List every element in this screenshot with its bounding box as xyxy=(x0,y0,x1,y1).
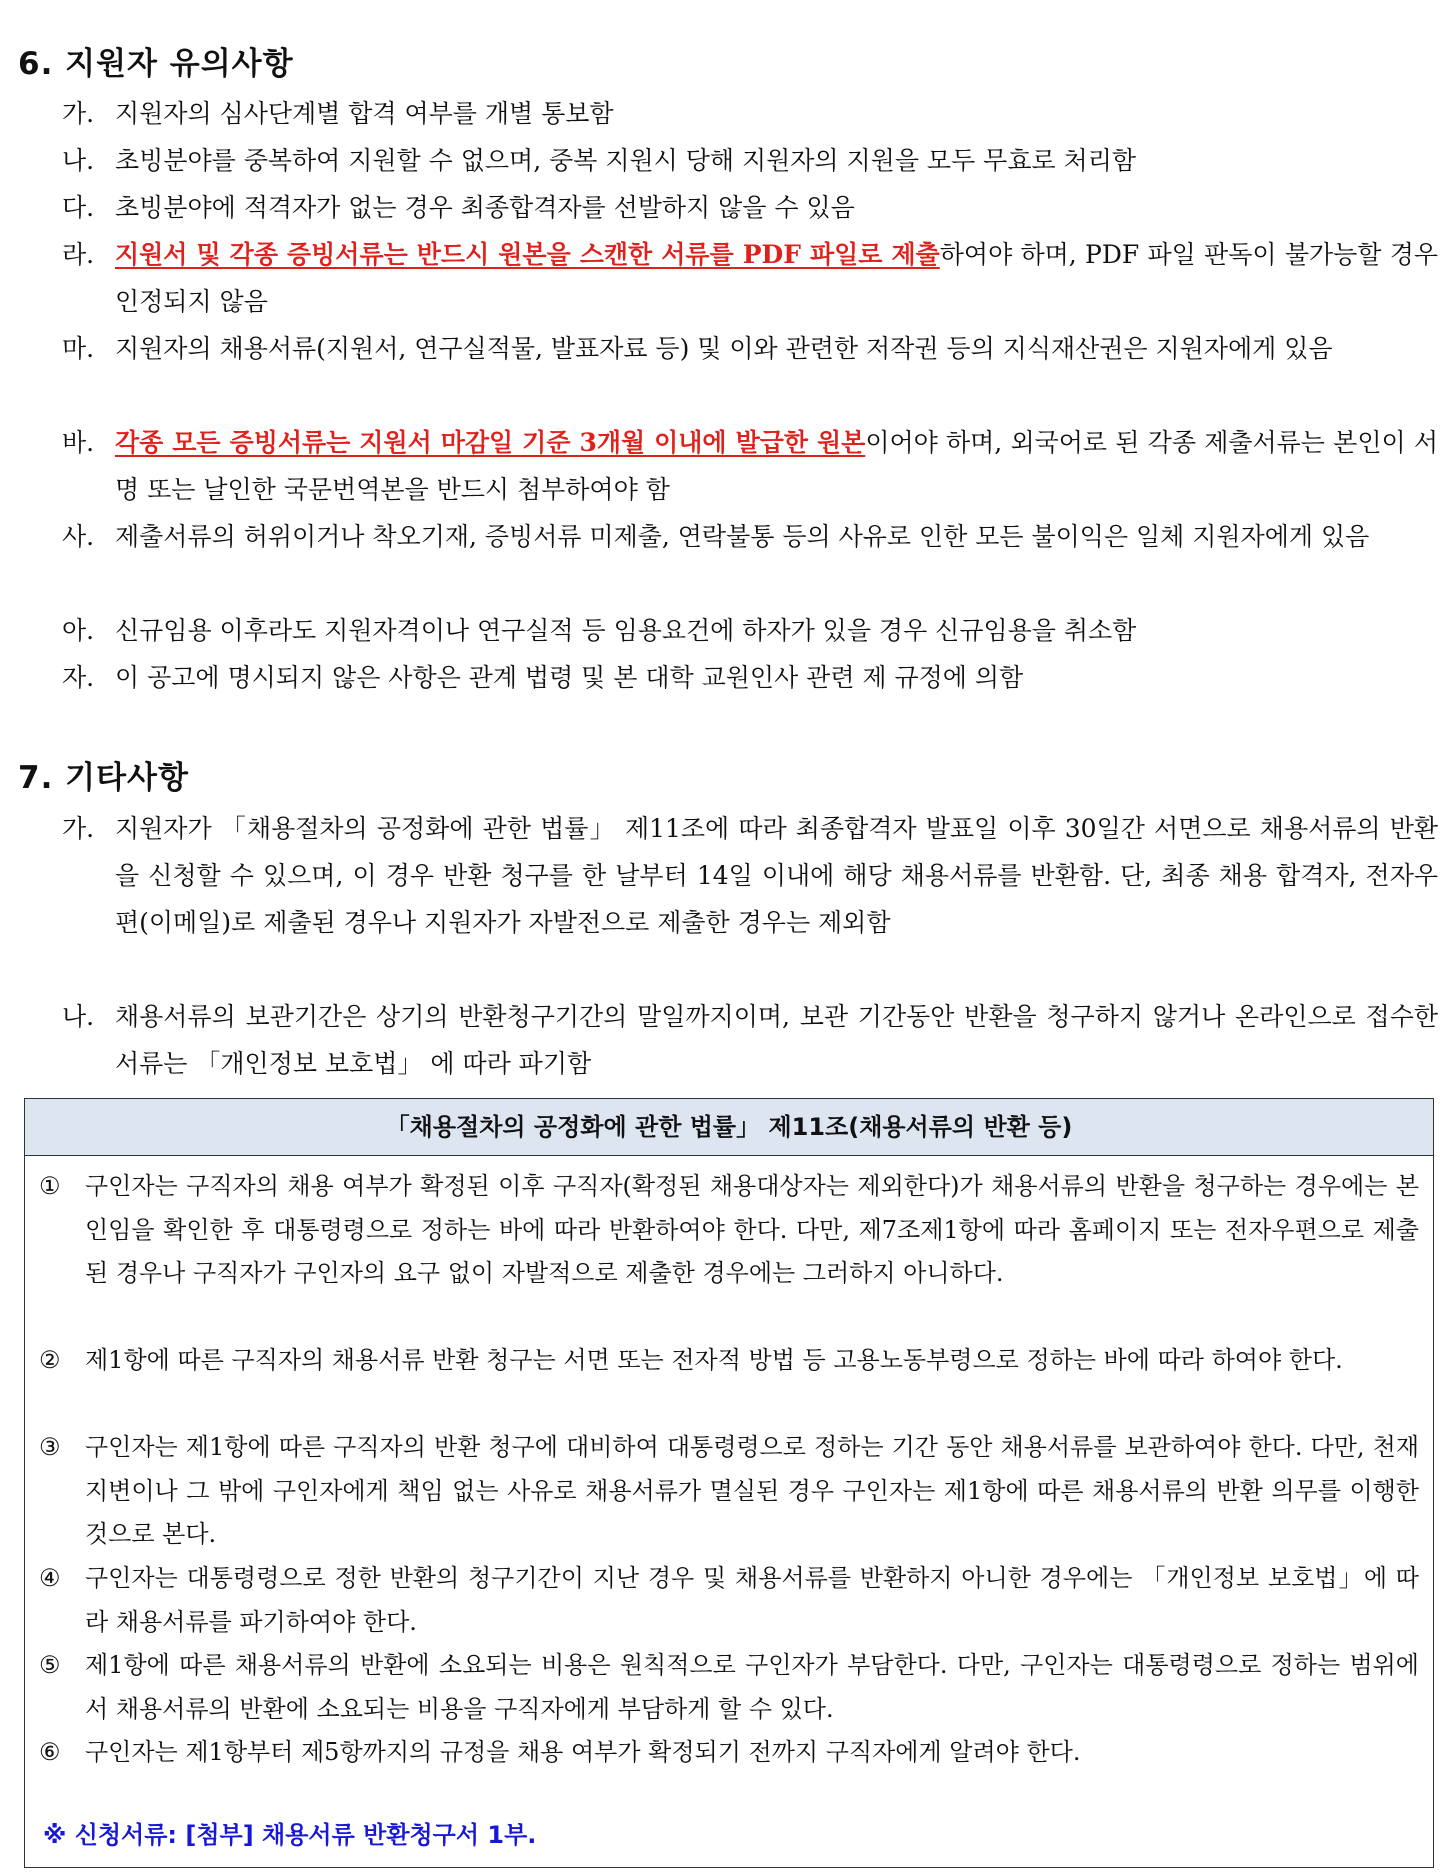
law-clause: ④ 구인자는 대통령령으로 정한 반환의 청구기간이 지난 경우 및 채용서류를 반환하지 아니한 경우에는 「개인정보 보호법」에 따라 채용서류를 파기하여야 한다. xyxy=(39,1564,1419,1636)
section6-item: 나. 초빙분야를 중복하여 지원할 수 없으며, 중복 지원시 당해 지원자의 지원을 모두 무효로 처리함 xyxy=(62,146,1137,175)
section6-item: 사. 제출서류의 허위이거나 착오기재, 증빙서류 미제출, 연락불통 등의 사유로 인한 모든 불이익은 일체 지원자에게 있음 xyxy=(62,522,1370,551)
section7-title: 7. 기타사항 xyxy=(18,760,189,796)
law-box-title: 「채용절차의 공정화에 관한 법률」 제11조(채용서류의 반환 등) xyxy=(25,1099,1433,1156)
law-clause: ③ 구인자는 제1항에 따른 구직자의 반환 청구에 대비하여 대통령령으로 정하는 기간 동안 채용서류를 보관하여야 한다. 다만, 천재지변이나 그 밖에 구인자에게 책임 없는 사유로 채용서류가 멸실된 경우 구인자는 제1항에 따른 채용서류의 반환 의무를 이행한 것으로 본다. xyxy=(39,1433,1419,1548)
law-clause: ① 구인자는 구직자의 채용 여부가 확정된 이후 구직자(확정된 채용대상자는 제외한다)가 채용서류의 반환을 청구하는 경우에는 본인임을 확인한 후 대통령령으로 정하는 바에 따라 반환하여야 한다. 다만, 제7조제1항에 따라 홈페이지 또는 전자우편으로 제출된 경우나 구직자가 구인자의 요구 없이 자발적으로 제출한 경우에는 그러하지 아니하다. xyxy=(39,1172,1419,1287)
section6-title: 6. 지원자 유의사항 xyxy=(18,46,294,82)
section6-item: 자. 이 공고에 명시되지 않은 사항은 관계 법령 및 본 대학 교원인사 관련 제 규정에 의함 xyxy=(62,663,1024,692)
section6-item: 바. 각종 모든 증빙서류는 지원서 마감일 기준 3개월 이내에 발급한 원본이어야 하며, 외국어로 된 각종 제출서류는 본인이 서명 또는 날인한 국문번역본을 반드시 첨부하여야 함 xyxy=(62,428,1439,504)
application-note: ※ 신청서류: [첨부] 채용서류 반환청구서 1부. xyxy=(43,1821,537,1849)
law-clause: ② 제1항에 따른 구직자의 채용서류 반환 청구는 서면 또는 전자적 방법 등 고용노동부령으로 정하는 바에 따라 하여야 한다. xyxy=(39,1346,1343,1374)
section7-item: 나. 채용서류의 보관기간은 상기의 반환청구기간의 말일까지이며, 보관 기간동안 반환을 청구하지 않거나 온라인으로 접수한 서류는 「개인정보 보호법」 에 따라 파기함 xyxy=(62,1002,1438,1078)
section7-item: 가. 지원자가 「채용절차의 공정화에 관한 법률」 제11조에 따라 최종합격자 발표일 이후 30일간 서면으로 채용서류의 반환을 신청할 수 있으며, 이 경우 반환 청구를 한 날부터 14일 이내에 해당 채용서류를 반환함. 단, 최종 채용 합격자, 전자우편(이메일)로 제출된 경우나 지원자가 자발전으로 제출한 경우는 제외함 xyxy=(62,814,1438,937)
highlight-text: 지원서 및 각종 증빙서류는 반드시 원본을 스캔한 서류를 PDF 파일로 제출 xyxy=(115,240,940,269)
law-clause: ⑤ 제1항에 따른 채용서류의 반환에 소요되는 비용은 원칙적으로 구인자가 부담한다. 다만, 구인자는 대통령령으로 정하는 범위에서 채용서류의 반환에 소요되는 비용을 구직자에게 부담하게 할 수 있다. xyxy=(39,1651,1419,1723)
section6-item: 라. 지원서 및 각종 증빙서류는 반드시 원본을 스캔한 서류를 PDF 파일로 제출하여야 하며, PDF 파일 판독이 불가능할 경우 인정되지 않음 xyxy=(62,240,1439,316)
section6-item: 마. 지원자의 채용서류(지원서, 연구실적물, 발표자료 등) 및 이와 관련한 저작권 등의 지식재산권은 지원자에게 있음 xyxy=(62,334,1333,363)
section6-item: 아. 신규임용 이후라도 지원자격이나 연구실적 등 임용요건에 하자가 있을 경우 신규임용을 취소함 xyxy=(62,616,1137,645)
law-clause: ⑥ 구인자는 제1항부터 제5항까지의 규정을 채용 여부가 확정되기 전까지 구직자에게 알려야 한다. xyxy=(39,1738,1081,1766)
law-box xyxy=(24,1098,1434,1868)
highlight-text: 각종 모든 증빙서류는 지원서 마감일 기준 3개월 이내에 발급한 원본 xyxy=(115,428,866,457)
section6-item: 가. 지원자의 심사단계별 합격 여부를 개별 통보함 xyxy=(62,99,614,128)
section6-item: 다. 초빙분야에 적격자가 없는 경우 최종합격자를 선발하지 않을 수 있음 xyxy=(62,193,855,222)
